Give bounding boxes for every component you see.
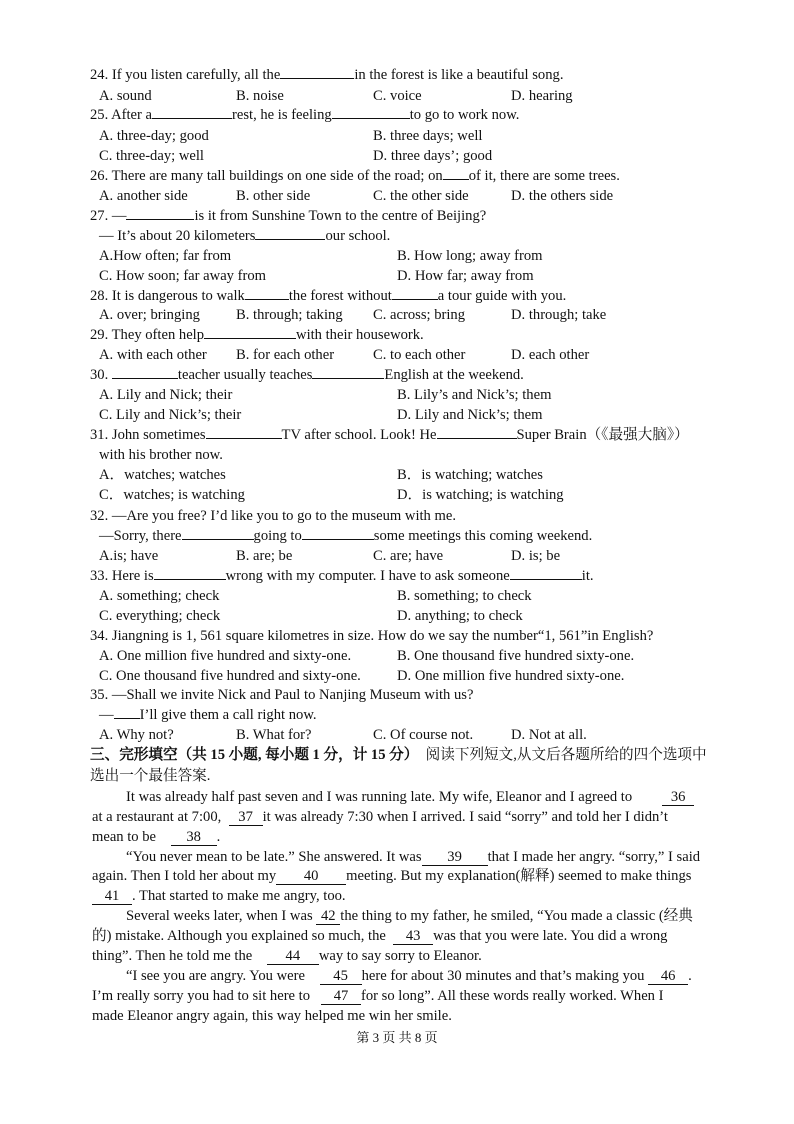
q32-option-a: A.is; have	[99, 548, 159, 564]
q29-stem: 29. They often help	[90, 327, 205, 343]
passage-text: meeting. But my explanation(解释) seemed to make things	[346, 868, 692, 884]
q30-number: 30.	[90, 367, 109, 383]
section-3-instruction-line2: 选出一个最佳答案.	[90, 768, 211, 784]
question-30	[90, 365, 524, 385]
q25-option-a: A. three-day; good	[99, 128, 209, 144]
q30-stem-end: English at the weekend.	[384, 367, 524, 383]
q32-option-c: C. are; have	[373, 548, 444, 564]
q28-stem: 28. It is dangerous to walk	[90, 288, 245, 304]
q28-option-b: B. through; taking	[236, 307, 343, 323]
q28-option-d: D. through; take	[511, 307, 607, 323]
passage-text: I’m really sorry you had to sit here to	[92, 988, 311, 1004]
q33-option-d: D. anything; to check	[397, 608, 523, 624]
q24-blank	[280, 65, 354, 79]
passage-text: Several weeks later, when I was	[126, 908, 313, 924]
q25-blank-1	[152, 105, 232, 119]
q31-option-a: A．watches; watches	[99, 467, 226, 483]
q33-option-b: B. something; to check	[397, 588, 532, 604]
q29-stem-end: with their housework.	[296, 327, 424, 343]
q25-option-d: D. three days’; good	[373, 148, 493, 164]
passage-text: for so long”. All these words really worked. When I	[361, 988, 664, 1004]
q35-option-a: A. Why not?	[99, 727, 174, 743]
q35-option-b: B. What for?	[236, 727, 312, 743]
q27-response-end: our school.	[325, 228, 391, 244]
q27-response	[99, 226, 390, 246]
q33-option-a: A. something; check	[99, 588, 220, 604]
passage-text: “You never mean to be late.” She answered. It was	[126, 849, 422, 865]
q33-stem-end: it.	[581, 568, 594, 584]
passage-text: way to say sorry to Eleanor.	[318, 948, 482, 964]
question-28	[90, 286, 566, 306]
question-27	[90, 206, 486, 226]
q35-blank	[114, 705, 140, 719]
q30-blank-2	[312, 365, 384, 379]
passage-text: It was already half past seven and I was running late. My wife, Eleanor and I agreed to	[126, 789, 633, 805]
q26-stem-end: of it, there are some trees.	[468, 168, 620, 184]
q32-blank-2	[302, 526, 374, 540]
q30-option-b: B. Lily’s and Nick’s; them	[397, 387, 552, 403]
blank-39: 39	[422, 849, 488, 866]
passage-text: “I see you are angry. You were	[126, 968, 305, 984]
q26-blank	[443, 166, 469, 180]
q32-response	[99, 526, 592, 546]
q27-stem-end: is it from Sunshine Town to the centre of Beijing?	[194, 208, 487, 224]
section-3-instruction: 阅读下列短文,从文后各题所给的四个选项中	[425, 747, 707, 763]
passage-line-12: made Eleanor angry again, this way helped me win her smile.	[92, 1008, 452, 1024]
q31-option-d: D．is watching; is watching	[397, 487, 564, 503]
passage-line-1	[126, 787, 734, 807]
passage-text: . That started to make me angry, too.	[132, 888, 346, 904]
q33-blank-2	[510, 566, 582, 580]
q24-option-d: D. hearing	[511, 88, 573, 104]
passage-text: it was already 7:30 when I arrived. I said “sorry” and told her I didn’t	[262, 809, 668, 825]
passage-text: here for about 30 minutes and that’s making you	[361, 968, 645, 984]
blank-46: 46	[648, 968, 688, 985]
q24-stem: 24. If you listen carefully, all the	[90, 67, 281, 83]
q30-stem-mid: teacher usually teaches	[177, 367, 313, 383]
q28-option-c: C. across; bring	[373, 307, 466, 323]
question-32: 32. —Are you free? I’d like you to go to the museum with me.	[90, 508, 456, 524]
passage-line-2	[92, 807, 668, 827]
q35-response-dash: —	[99, 707, 114, 723]
passage-text: .	[216, 829, 221, 845]
q32-option-d: D. is; be	[511, 548, 561, 564]
q25-stem-end: to go to work now.	[409, 107, 520, 123]
passage-text: mean to be	[92, 829, 157, 845]
q27-stem: 27. —	[90, 208, 127, 224]
q31-stem-mid: TV after school. Look! He	[281, 427, 437, 443]
q31-blank-1	[206, 425, 282, 439]
q35-option-c: C. Of course not.	[373, 727, 474, 743]
passage-text: that I made her angry. “sorry,” I said	[487, 849, 701, 865]
q24-option-b: B. noise	[236, 88, 284, 104]
q28-stem-mid: the forest without	[288, 288, 392, 304]
question-33	[90, 566, 594, 586]
blank-36: 36	[662, 789, 694, 806]
q31-blank-2	[437, 425, 517, 439]
q29-option-d: D. each other	[511, 347, 590, 363]
passage-line-6	[92, 886, 346, 906]
q25-option-c: C. three-day; well	[99, 148, 204, 164]
q35-response-text: I’ll give them a call right now.	[139, 707, 317, 723]
q33-stem: 33. Here is	[90, 568, 154, 584]
blank-45: 45	[320, 968, 362, 985]
q34-option-c: C. One thousand five hundred and sixty-one.	[99, 668, 361, 684]
q26-option-b: B. other side	[236, 188, 311, 204]
blank-47: 47	[321, 988, 361, 1005]
q28-stem-end: a tour guide with you.	[437, 288, 567, 304]
passage-line-3	[92, 827, 220, 847]
q33-blank-1	[154, 566, 226, 580]
q31-stem: 31. John sometimes	[90, 427, 206, 443]
question-29	[90, 325, 424, 345]
passage-line-4	[126, 847, 700, 867]
passage-text: the thing to my father, he smiled, “You made a classic (经典	[340, 908, 693, 924]
q24-option-c: C. voice	[373, 88, 422, 104]
question-35: 35. —Shall we invite Nick and Paul to Nanjing Museum with us?	[90, 687, 474, 703]
question-31	[90, 425, 689, 445]
section-3-heading	[90, 745, 707, 765]
q31-option-c: C．watches; is watching	[99, 487, 245, 503]
q30-option-c: C. Lily and Nick’s; their	[99, 407, 242, 423]
q27-option-a: A.How often; far from	[99, 248, 232, 264]
blank-40: 40	[276, 868, 346, 885]
q28-blank-1	[245, 286, 289, 300]
q27-blank-1	[126, 206, 194, 220]
q32-option-b: B. are; be	[236, 548, 293, 564]
q27-option-d: D. How far; away from	[397, 268, 534, 284]
q26-stem: 26. There are many tall buildings on one side of the road; on	[90, 168, 443, 184]
passage-line-8	[92, 926, 667, 946]
q31-stem-line2: with his brother now.	[99, 447, 223, 463]
q34-option-d: D. One million five hundred sixty-one.	[397, 668, 625, 684]
blank-43: 43	[393, 928, 433, 945]
passage-line-9	[92, 946, 482, 966]
q35-response	[99, 705, 317, 725]
passage-line-5	[92, 866, 691, 886]
q26-option-c: C. the other side	[373, 188, 469, 204]
q27-option-c: C. How soon; far away from	[99, 268, 266, 284]
q29-option-c: C. to each other	[373, 347, 466, 363]
q28-blank-2	[392, 286, 438, 300]
blank-41: 41	[92, 888, 132, 905]
blank-42: 42	[316, 908, 340, 925]
q31-option-b: B．is watching; watches	[397, 467, 543, 483]
q26-option-a: A. another side	[99, 188, 188, 204]
q34-option-b: B. One thousand five hundred sixty-one.	[397, 648, 635, 664]
q25-blank-2	[332, 105, 410, 119]
q30-option-d: D. Lily and Nick’s; them	[397, 407, 543, 423]
passage-line-10	[126, 966, 692, 986]
blank-37: 37	[229, 809, 263, 826]
question-25	[90, 105, 519, 125]
blank-38: 38	[171, 829, 217, 846]
passage-line-11	[92, 986, 663, 1006]
passage-text: was that you were late. You did a wrong	[433, 928, 668, 944]
q25-option-b: B. three days; well	[373, 128, 483, 144]
q25-stem-mid: rest, he is feeling	[232, 107, 332, 123]
q25-stem: 25. After a	[90, 107, 153, 123]
q27-option-b: B. How long; away from	[397, 248, 543, 264]
q34-option-a: A. One million five hundred and sixty-one.	[99, 648, 352, 664]
passage-text: .	[688, 968, 692, 984]
q24-option-a: A. sound	[99, 88, 152, 104]
q28-option-a: A. over; bringing	[99, 307, 200, 323]
q27-response-text: — It’s about 20 kilometers	[99, 228, 256, 244]
q31-stem-end: Super Brain（《最强大脑》）	[516, 427, 689, 443]
question-26	[90, 166, 620, 186]
passage-text: again. Then I told her about my	[92, 868, 277, 884]
q30-blank-1	[112, 365, 178, 379]
page-number: 第 3 页 共 8 页	[356, 1030, 438, 1045]
question-34: 34. Jiangning is 1, 561 square kilometres in size. How do we say the number“1, 561”in English?	[90, 628, 654, 644]
passage-text: thing”. Then he told me the	[92, 948, 253, 964]
q30-option-a: A. Lily and Nick; their	[99, 387, 233, 403]
section-3-title: 三、完形填空（共 15 小题, 每小题 1 分，计 15 分）	[90, 747, 419, 763]
q32-blank-1	[182, 526, 254, 540]
q33-option-c: C. everything; check	[99, 608, 221, 624]
question-24	[90, 65, 563, 85]
passage-line-7	[126, 906, 693, 926]
passage-text: at a restaurant at 7:00,	[92, 809, 222, 825]
blank-44: 44	[267, 948, 319, 965]
q29-option-a: A. with each other	[99, 347, 207, 363]
q35-option-d: D. Not at all.	[511, 727, 587, 743]
q32-response-end: some meetings this coming weekend.	[373, 528, 593, 544]
q32-response-mid: going to	[253, 528, 302, 544]
passage-text: 的) mistake. Although you explained so much, the	[92, 928, 386, 944]
q33-stem-mid: wrong with my computer. I have to ask someone	[225, 568, 510, 584]
q32-response-text: —Sorry, there	[99, 528, 182, 544]
q24-stem-end: in the forest is like a beautiful song.	[354, 67, 564, 83]
q29-option-b: B. for each other	[236, 347, 335, 363]
q26-option-d: D. the others side	[511, 188, 614, 204]
q29-blank	[204, 325, 296, 339]
q27-blank-2	[255, 226, 325, 240]
